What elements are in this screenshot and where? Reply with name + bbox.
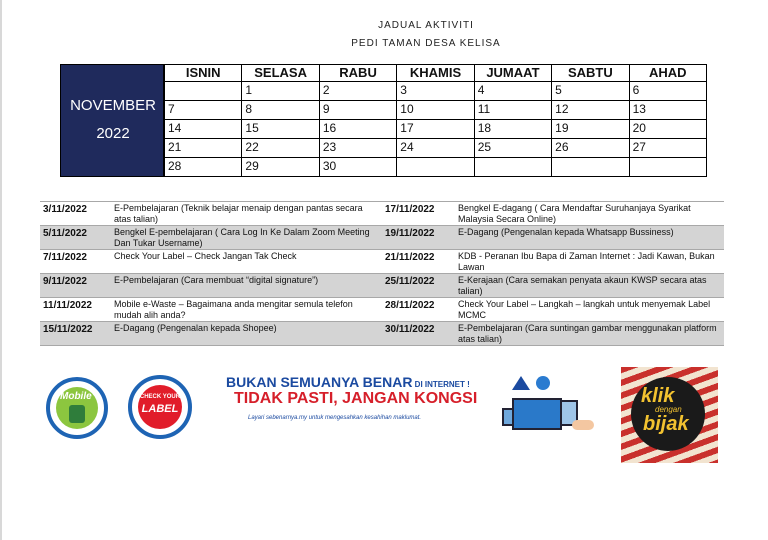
activity-description: E-Dagang (Pengenalan kepada Whatsapp Bussiness): [458, 227, 674, 237]
schedule-subtitle: PEDI TAMAN DESA KELISA: [351, 38, 501, 49]
calendar-date-cell: 27: [630, 139, 707, 158]
calendar-date-cell: 5: [552, 82, 629, 101]
calendar-date-cell: 18: [475, 120, 552, 139]
activity-date: 11/11/2022: [43, 300, 92, 311]
calendar-day-header: SELASA: [242, 65, 319, 82]
label-logo-top-text: CHECK YOUR: [139, 394, 181, 400]
activity-date: 17/11/2022: [385, 204, 435, 215]
calendar-grid: [164, 64, 707, 177]
activity-date: 3/11/2022: [43, 204, 87, 215]
calendar-day-header: JUMAAT: [475, 65, 552, 82]
calendar-date-cell: 9: [320, 101, 397, 120]
activity-date: 7/11/2022: [43, 252, 87, 263]
banner-line-2: TIDAK PASTI, JANGAN KONGSI: [234, 390, 478, 407]
calendar-date-cell: 20: [630, 120, 707, 139]
calendar-date-cell: 6: [630, 82, 707, 101]
calendar-date-cell: 29: [242, 158, 319, 177]
activity-description: E-Kerajaan (Cara semakan penyata akaun KWSP secara atas talian): [458, 275, 707, 296]
calendar-date-cell: 26: [552, 139, 629, 158]
calendar-day-header: AHAD: [630, 65, 707, 82]
calendar-date-cell: 30: [320, 158, 397, 177]
schedule-row: [40, 298, 724, 322]
page-edge: [0, 0, 2, 540]
calendar-date-cell: 15: [242, 120, 319, 139]
activity-description: E-Dagang (Pengenalan kepada Shopee): [114, 323, 277, 333]
activity-date: 15/11/2022: [43, 324, 93, 335]
calendar-date-cell: 28: [165, 158, 242, 177]
devices-illustration: [502, 376, 602, 440]
schedule-title: JADUAL AKTIVITI: [378, 20, 474, 31]
activity-description: E-Pembelajaran (Cara suntingan gambar menggunakan platform atas talian): [458, 323, 717, 344]
check-your-label-logo: [128, 375, 192, 439]
activity-description: Mobile e-Waste – Bagaimana anda mengitar semula telefon mudah alih anda?: [114, 299, 353, 320]
calendar-date-cell: 10: [397, 101, 474, 120]
sebenarnya-banner: [212, 370, 610, 442]
calendar-day-header: ISNIN: [165, 65, 242, 82]
calendar-date-cell: 12: [552, 101, 629, 120]
calendar-date-cell: 1: [242, 82, 319, 101]
calendar-date-cell: 2: [320, 82, 397, 101]
activity-date: 25/11/2022: [385, 276, 435, 287]
schedule-row: [40, 226, 724, 250]
calendar-month: NOVEMBER: [70, 97, 156, 114]
schedule-row: [40, 274, 724, 298]
calendar-day-header: RABU: [320, 65, 397, 82]
label-logo-main-text: LABEL: [141, 403, 179, 415]
calendar-date-cell: 21: [165, 139, 242, 158]
calendar-date-cell: 23: [320, 139, 397, 158]
calendar-day-header: SABTU: [552, 65, 629, 82]
calendar-month-block: [60, 64, 164, 177]
label-logo-disc: [138, 385, 182, 429]
banner-line-1-small: DI INTERNET !: [412, 380, 470, 389]
banner-line-1-main: BUKAN SEMUANYA BENAR: [226, 374, 413, 390]
klik-logo-word-2: dengan: [655, 405, 682, 414]
calendar-date-cell: 7: [165, 101, 242, 120]
calendar-date-cell: 8: [242, 101, 319, 120]
calendar-date-cell: 17: [397, 120, 474, 139]
calendar-date-cell: [475, 158, 552, 177]
calendar-date-cell: [630, 158, 707, 177]
calendar-date-cell: 3: [397, 82, 474, 101]
activity-date: 5/11/2022: [43, 228, 87, 239]
calendar-date-cell: 25: [475, 139, 552, 158]
calendar: [60, 64, 707, 177]
calendar-date-cell: [397, 158, 474, 177]
klik-logo-word-3: bijak: [643, 413, 689, 435]
mobile-ewaste-logo: [46, 377, 108, 439]
activity-description: Check Your Label – Langkah – langkah untuk menyemak Label MCMC: [458, 299, 711, 320]
calendar-date-cell: 11: [475, 101, 552, 120]
klik-logo-word-1: klik: [641, 385, 675, 407]
calendar-date-cell: 24: [397, 139, 474, 158]
triangle-logo-icon: [512, 376, 530, 390]
banner-line-1: [226, 374, 470, 390]
schedule-row: [40, 322, 724, 346]
round-logo-icon: [536, 376, 550, 390]
activity-description: Check Your Label – Check Jangan Tak Check: [114, 251, 297, 261]
monitor-icon: [512, 398, 562, 430]
activity-date: 30/11/2022: [385, 324, 435, 335]
calendar-date-cell: 13: [630, 101, 707, 120]
hand-icon: [572, 420, 594, 430]
activity-date: 9/11/2022: [43, 276, 87, 287]
activity-schedule: [40, 201, 724, 346]
activity-date: 19/11/2022: [385, 228, 435, 239]
klik-dengan-bijak-logo: [621, 367, 718, 463]
calendar-date-cell: [165, 82, 242, 101]
phone-icon: [69, 405, 85, 423]
mobile-logo-text: Mobile: [60, 391, 92, 402]
banner-line-3: Layari sebenarnya.my untuk mengesahkan kesahihan maklumat.: [248, 415, 422, 421]
activity-date: 28/11/2022: [385, 300, 435, 311]
schedule-row: [40, 250, 724, 274]
activity-description: Bengkel E-dagang ( Cara Mendaftar Suruhanjaya Syarikat Malaysia Secara Online): [458, 203, 691, 224]
calendar-date-cell: 16: [320, 120, 397, 139]
calendar-date-cell: 19: [552, 120, 629, 139]
activity-description: KDB - Peranan Ibu Bapa di Zaman Internet : Jadi Kawan, Bukan Lawan: [458, 251, 715, 272]
calendar-day-header: KHAMIS: [397, 65, 474, 82]
calendar-date-cell: 4: [475, 82, 552, 101]
calendar-date-cell: [552, 158, 629, 177]
activity-description: E-Pembelajaran (Cara membuat “digital signature”): [114, 275, 319, 285]
calendar-year: 2022: [96, 125, 130, 142]
activity-description: Bengkel E-pembelajaran ( Cara Log In Ke Dalam Zoom Meeting Dan Tukar Username): [114, 227, 370, 248]
calendar-date-cell: 22: [242, 139, 319, 158]
activity-description: E-Pembelajaran (Teknik belajar menaip dengan pantas secara atas talian): [114, 203, 363, 224]
schedule-row: [40, 201, 724, 226]
activity-date: 21/11/2022: [385, 252, 435, 263]
calendar-date-cell: 14: [165, 120, 242, 139]
